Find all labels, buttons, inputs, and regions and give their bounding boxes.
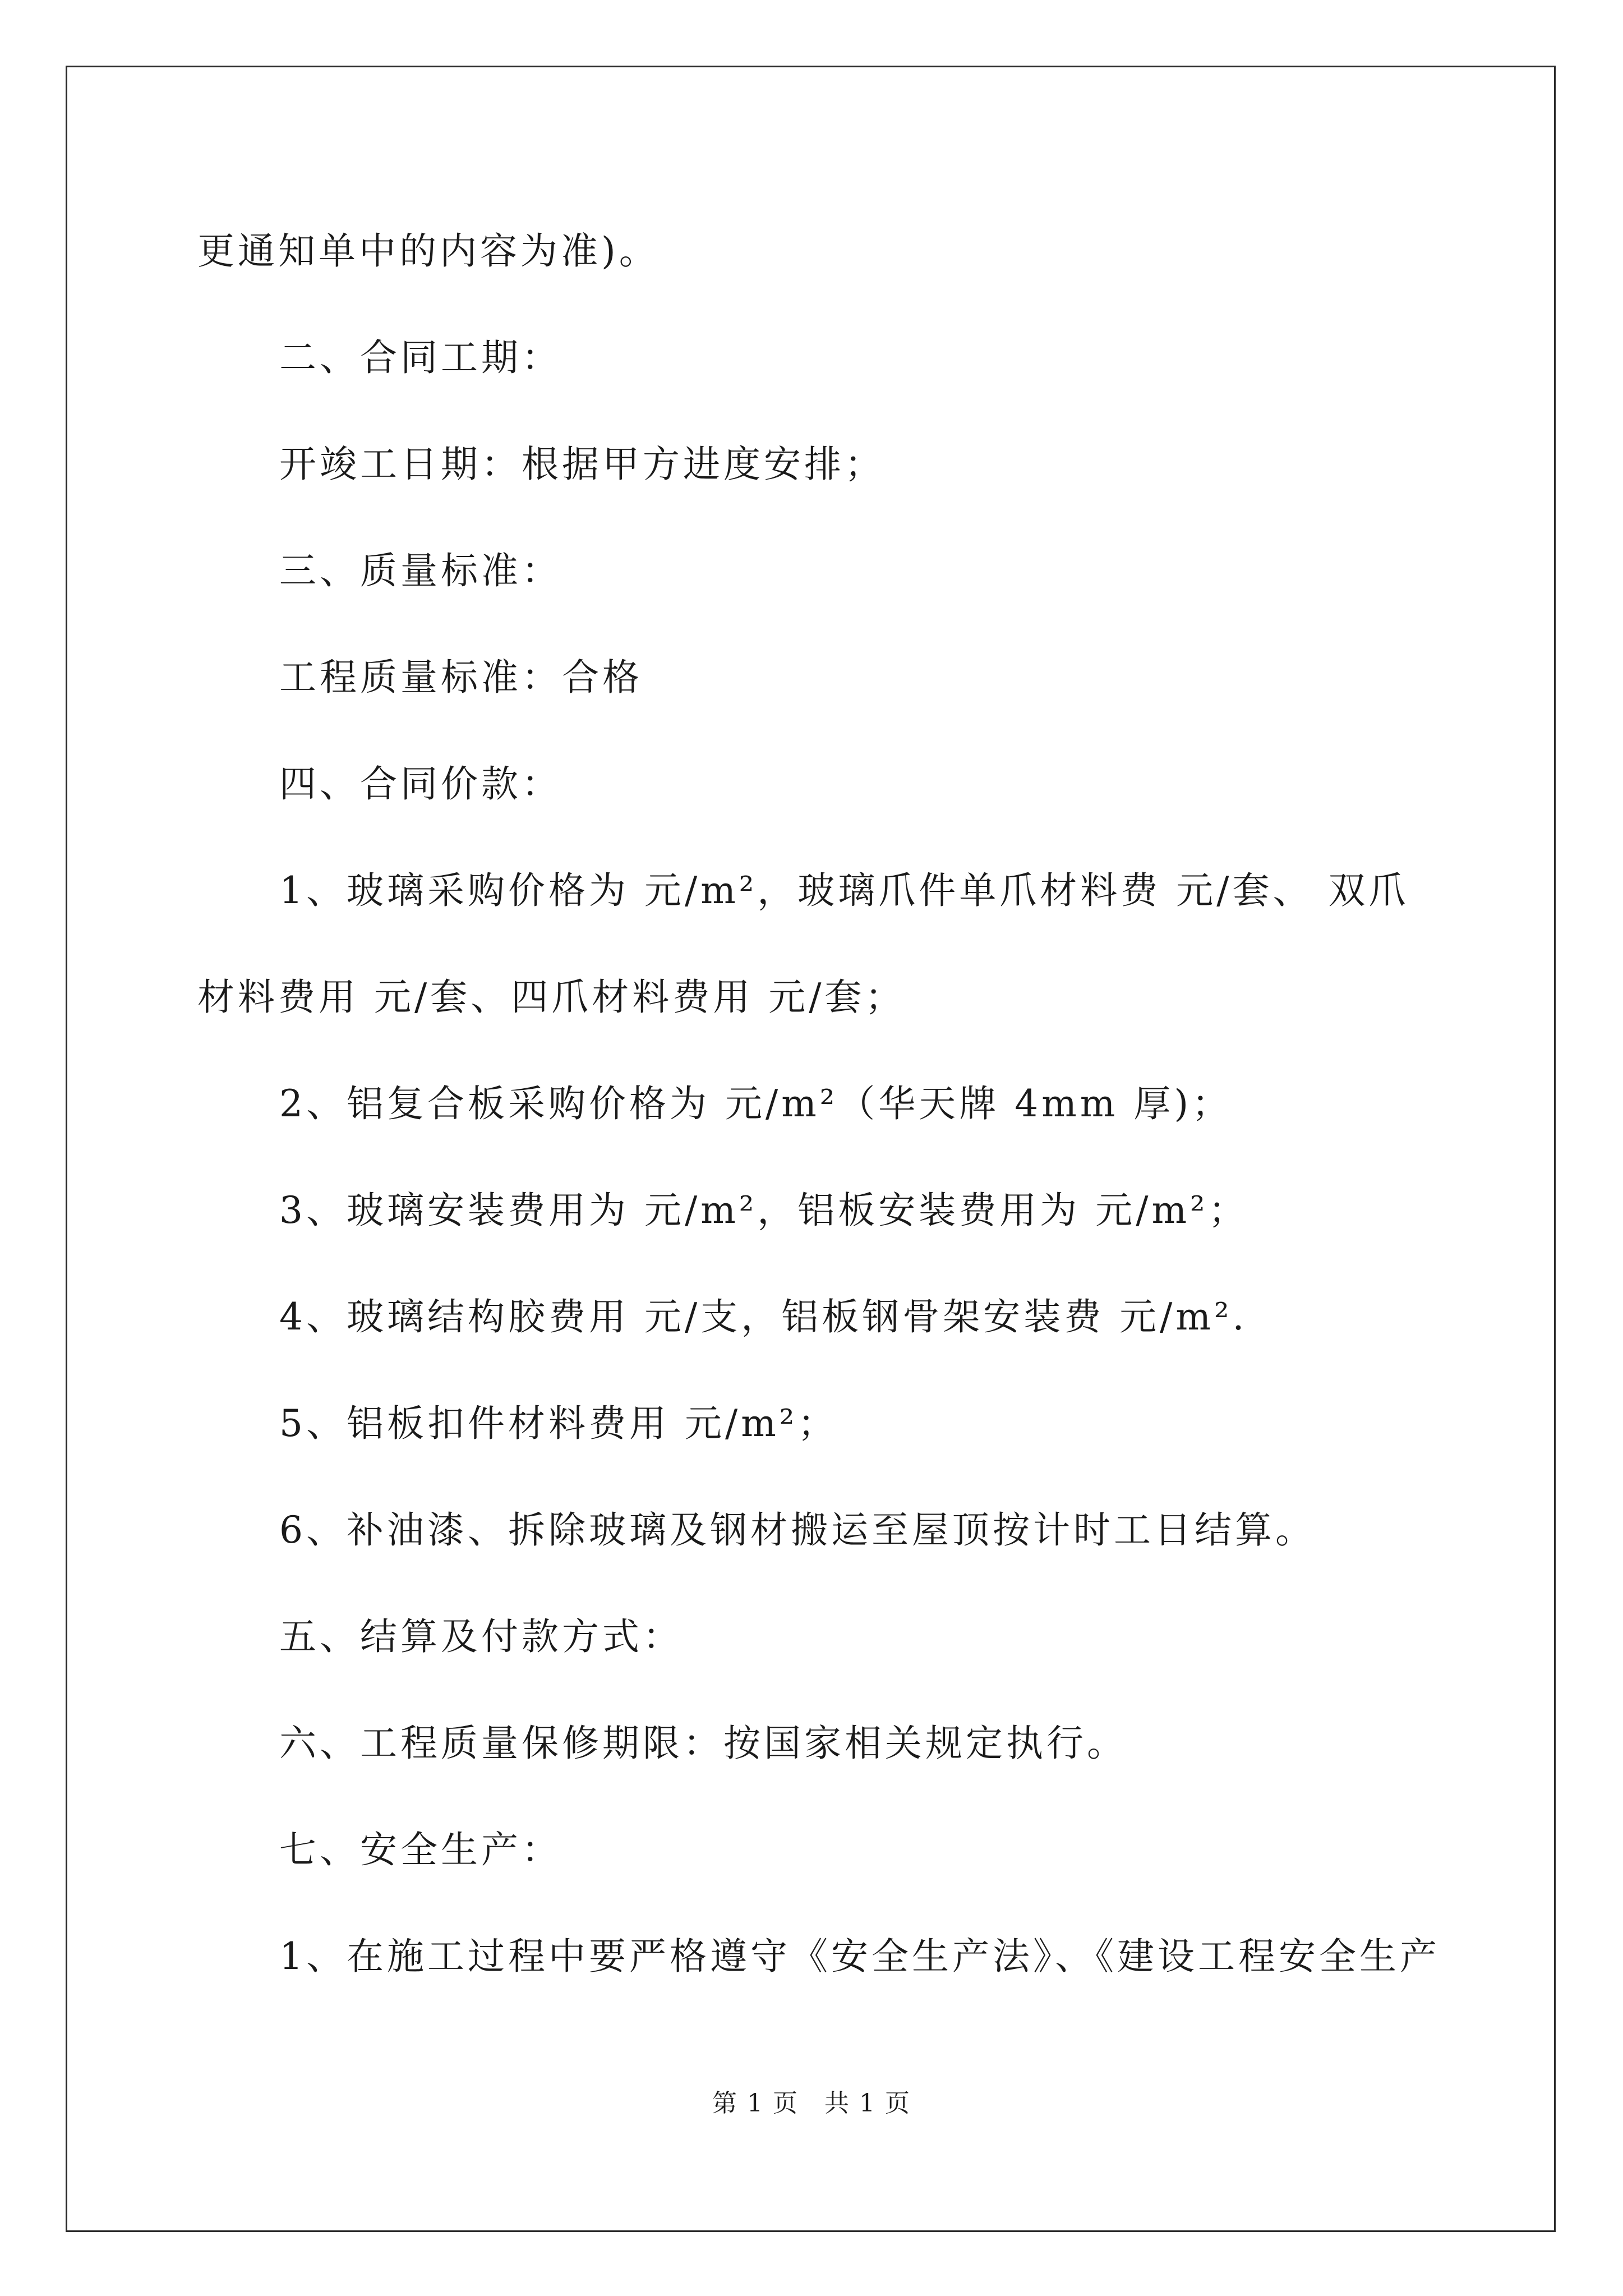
text-line-safety-item-1: 1、在施工过程中要严格遵守《安全生产法》、《建设工程安全生产 xyxy=(279,1935,1440,1978)
text-line-start-end-date: 开竣工日期：根据甲方进度安排； xyxy=(279,443,885,486)
section-heading-contract-price: 四、合同价款： xyxy=(279,762,562,806)
section-heading-safety: 七、安全生产： xyxy=(279,1828,562,1871)
text-line-price-item-5: 5、铝板扣件材料费用 元/m²； xyxy=(279,1402,838,1445)
text-line-price-item-6: 6、补油漆、拆除玻璃及钢材搬运至屋顶按计时工日结算。 xyxy=(279,1508,1316,1552)
section-heading-settlement: 五、结算及付款方式： xyxy=(279,1615,683,1658)
text-line-price-item-3: 3、玻璃安装费用为 元/m²，铝板安装费用为 元/m²； xyxy=(279,1189,1249,1232)
text-line-1: 更通知单中的内容为准)。 xyxy=(197,229,660,273)
section-heading-quality-standard: 三、质量标准： xyxy=(279,549,562,592)
page-border xyxy=(66,66,1556,2232)
section-heading-contract-period: 二、合同工期： xyxy=(279,336,562,379)
page-number-footer: 第 1 页 共 1 页 xyxy=(712,2089,911,2118)
section-heading-warranty: 六、工程质量保修期限：按国家相关规定执行。 xyxy=(279,1722,1127,1765)
text-line-price-item-2: 2、铝复合板采购价格为 元/m²（华天牌 4mm 厚)； xyxy=(279,1082,1233,1125)
text-line-price-item-4: 4、玻璃结构胶费用 元/支，铝板钢骨架安装费 元/m². xyxy=(279,1295,1248,1338)
text-line-price-item-1: 1、玻璃采购价格为 元/m²，玻璃爪件单爪材料费 元/套、 双爪 xyxy=(279,869,1409,912)
text-line-quality-standard: 工程质量标准：合格 xyxy=(279,656,643,699)
text-line-price-item-1-cont: 材料费用 元/套、四爪材料费用 元/套； xyxy=(197,976,906,1019)
